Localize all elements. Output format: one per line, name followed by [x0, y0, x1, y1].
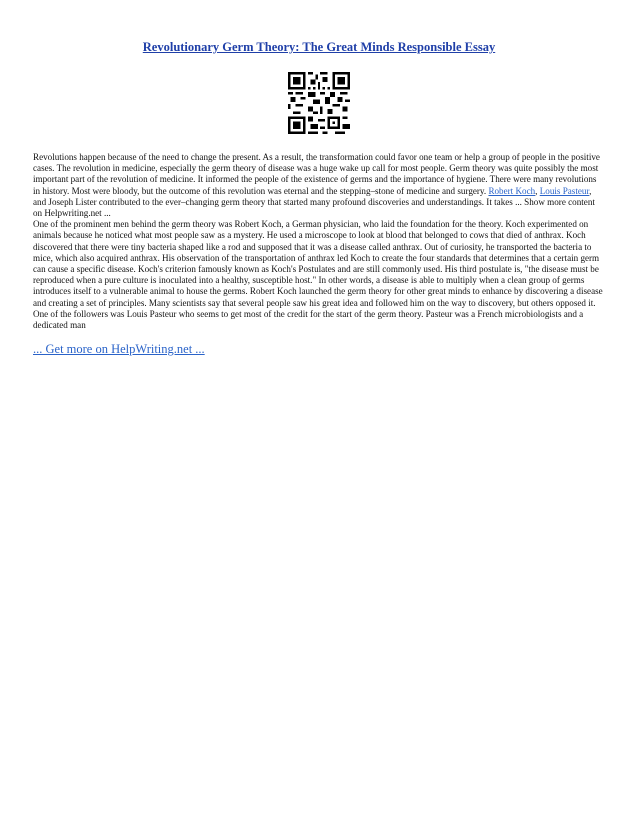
paragraph-intro-text-b: , and Joseph Lister contributed to the ever–changing germ theory that started many profound discoveries and understandings. It takes ... Show more content on Helpwriting.net ...	[33, 185, 595, 219]
link-robert-koch[interactable]: Robert Koch	[488, 185, 536, 196]
get-more-link[interactable]: ... Get more on HelpWriting.net ...	[33, 342, 205, 356]
link-separator: ,	[535, 185, 540, 196]
qr-code-icon	[288, 72, 350, 134]
document-title[interactable]: Revolutionary Germ Theory: The Great Minds Responsible Essay	[142, 40, 496, 54]
link-louis-pasteur[interactable]: Louis Pasteur	[539, 185, 590, 196]
paragraph-intro	[33, 152, 605, 219]
document-body	[33, 152, 605, 331]
paragraph-intro-text-a: Revolutions happen because of the need to change the present. As a result, the transformation could favor one team or help a group of people in the positive cases. The revolution in medicine, especially the germ theory of disease was a huge wake up call for most people. Germ theory was quite possibly the most important part of the revolution of medicine. It informed the people of the existence of germs and the importance of hygiene. There were many revolutions in history. Most were bloody, but the outcome of this revolution was eternal and the stepping–stone of medicine and surgery.	[33, 152, 600, 196]
paragraph-koch: One of the prominent men behind the germ theory was Robert Koch, a German physician, who laid the foundation for the theory. Koch experimented on animals because he noticed what most people saw as a mystery. He used a microscope to look at blood that belonged to cows that died of anthrax. Koch discovered that there were tiny bacteria shaped like a rod and supposed that it was a disease called anthrax. Out of curiosity, he transported the bacteria to mice, which also acquired anthrax. His observation of the transportation of anthrax led Koch to create the four standards that determines that a certain germ can cause a specific disease. Koch's criterion famously known as Koch's Postulates and are still commonly used. His third postulate is, "the disease must be reproduced when a pure culture is inoculated into a healthy, susceptible host." In other words, a disease is able to multiply when a clean group of germs introduces itself to a vulnerable animal to house the germs. Robert Koch launched the germ theory for other great minds to enhance by discovering a disease and creating a set of principles. Many scientists say that several people saw his great idea and followed him on the way to discovery, but others opposed it. One of the followers was Louis Pasteur who seems to get most of the credit for the start of the germ theory. Pasteur was a French microbiologists and a dedicated man	[33, 219, 603, 331]
